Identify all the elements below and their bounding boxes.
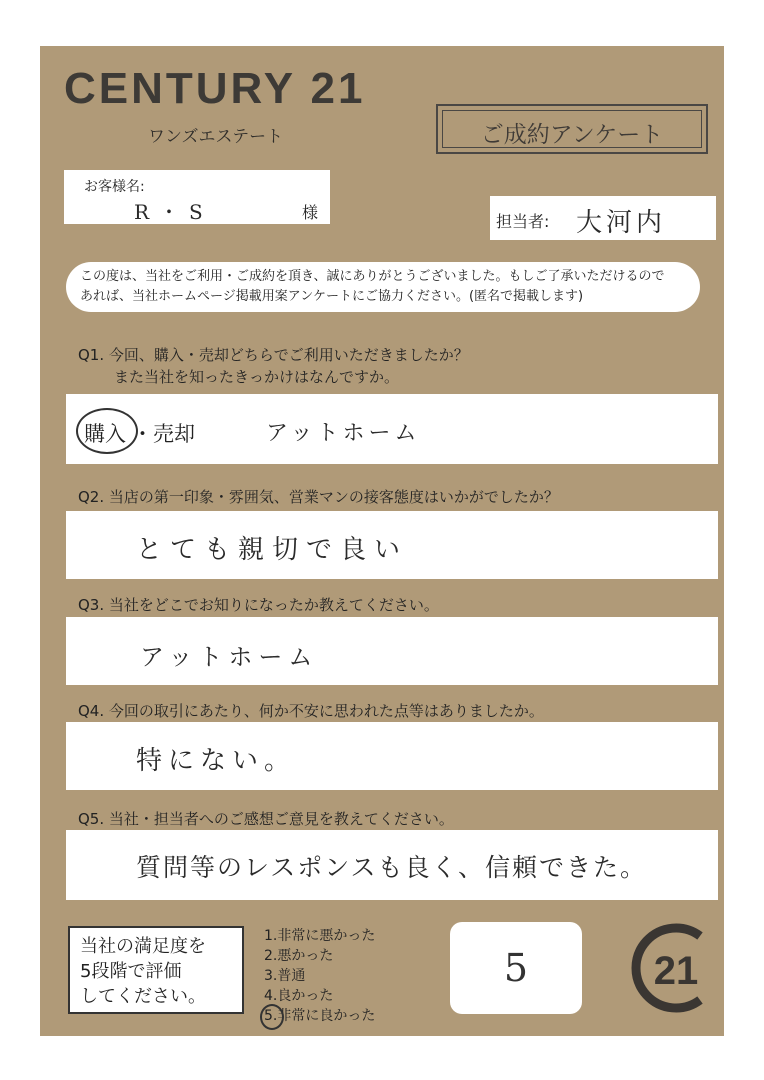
answer-4-box [66, 722, 718, 790]
choice-buy: 購入 [84, 422, 126, 446]
answer-4-text: 特にない。 [136, 746, 297, 776]
customer-name-value: R・S [134, 200, 213, 224]
question-1-line-1: Q1. 今回、購入・売却どちらでご利用いただきましたか？ [78, 346, 469, 364]
answer-2-text: とても親切で良い [136, 535, 409, 565]
selected-option-circle [260, 1004, 284, 1030]
customer-name-box [64, 170, 330, 224]
staff-box [490, 196, 716, 240]
customer-name-label: お客様名: [84, 179, 145, 195]
satisfaction-option-3: 3.普通 [264, 968, 306, 984]
question-1-line-2: また当社を知ったきっかけはなんですか。 [114, 368, 400, 386]
question-5: Q5. 当社・担当者へのご感想ご意見を教えてください。 [78, 810, 454, 828]
answer-5-text: 質問等のレスポンスも良く、信頼できた。 [136, 853, 648, 882]
satisfaction-options [264, 926, 375, 1026]
satisfaction-prompt-line-1: 当社の満足度を [80, 936, 206, 957]
score-value: 5 [503, 946, 529, 990]
c21-emblem-text: 21 [653, 949, 699, 993]
question-3: Q3. 当社をどこでお知りになったか教えてください。 [78, 596, 439, 614]
survey-card [40, 46, 724, 1036]
satisfaction-prompt-line-2: 5段階で評価 [80, 961, 182, 982]
notice-line-1: この度は、当社をご利用・ご成約を頂き、誠にありがとうございました。もしご了承いただけるので [80, 269, 665, 284]
brand-logo: CENTURY 21 [64, 64, 366, 113]
staff-label: 担当者: [496, 212, 550, 231]
survey-title: ご成約アンケート [480, 122, 664, 148]
survey-title-frame [436, 104, 708, 154]
question-4: Q4. 今回の取引にあたり、何か不安に思われた点等はありましたか。 [78, 702, 544, 720]
question-1 [78, 344, 469, 388]
satisfaction-option-4: 4.良かった [264, 988, 334, 1004]
satisfaction-option-1: 1.非常に悪かった [264, 928, 376, 944]
answer-1-box [66, 394, 718, 464]
brand-subtitle: ワンズエステート [148, 127, 284, 147]
satisfaction-option-2: 2.悪かった [264, 948, 334, 964]
answer-5-box [66, 830, 718, 900]
customer-name-suffix: 様 [302, 203, 319, 222]
notice-banner [66, 262, 700, 312]
notice-line-2: あれば、当社ホームページ掲載用案アンケートにご協力ください。(匿名で掲載します) [80, 289, 584, 304]
satisfaction-prompt [68, 926, 244, 1014]
staff-name: 大河内 [576, 208, 667, 238]
answer-1-text: アットホーム [266, 421, 421, 446]
score-box [450, 922, 582, 1014]
satisfaction-prompt-line-3: してください。 [80, 986, 206, 1007]
choice-buy-circle [76, 408, 138, 454]
satisfaction-option-5: 5.非常に良かった [264, 1008, 376, 1024]
answer-3-box [66, 617, 718, 685]
c21-emblem-icon [628, 918, 718, 1018]
choice-sell: ・売却 [132, 422, 195, 446]
answer-3-text: アットホーム [140, 643, 319, 671]
answer-2-box [66, 511, 718, 579]
question-2: Q2. 当店の第一印象・雰囲気、営業マンの接客態度はいかがでしたか？ [78, 488, 559, 506]
